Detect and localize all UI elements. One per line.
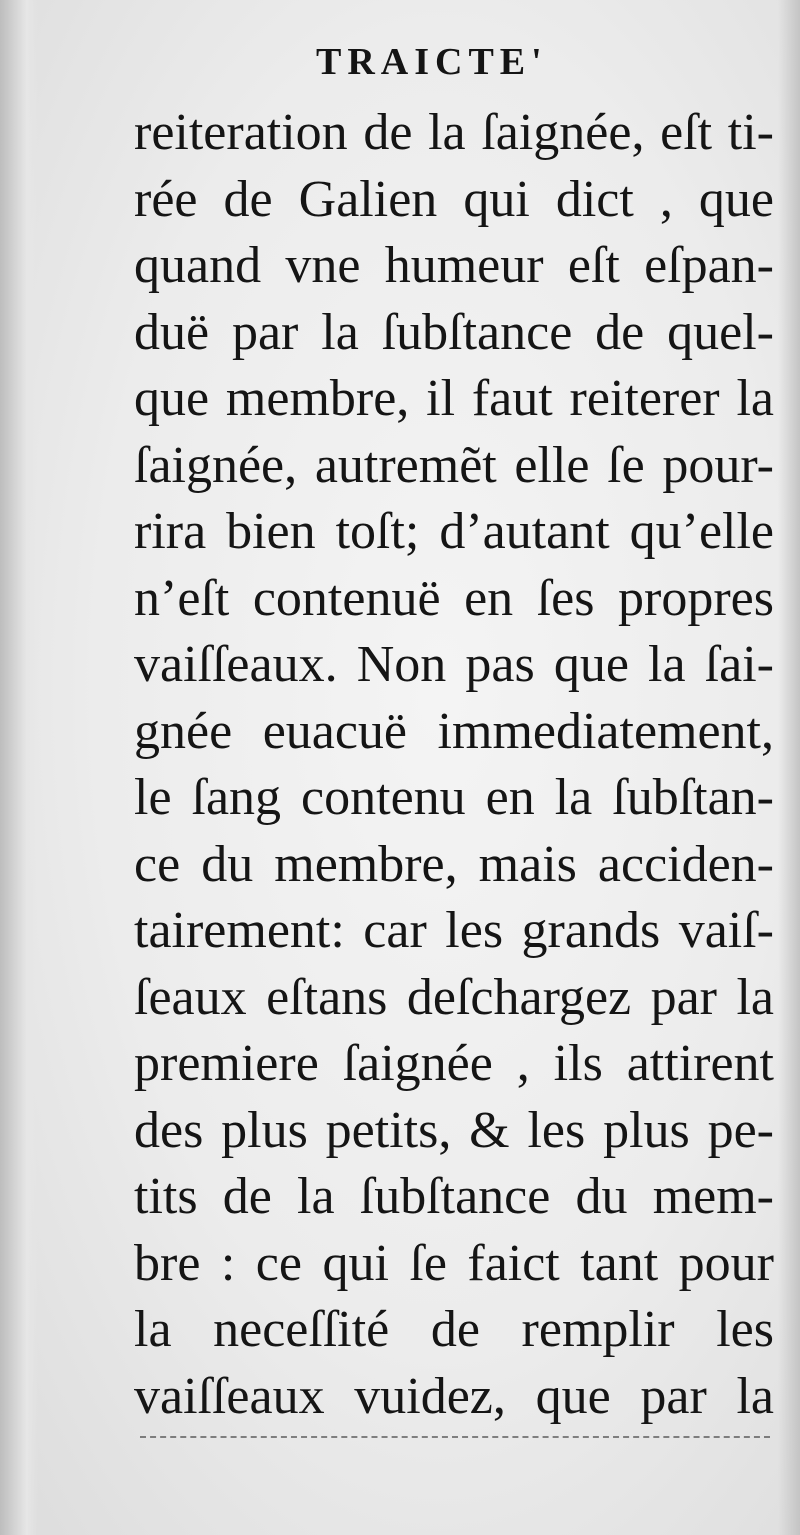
text-line: le ſang contenu en la ſubſtan-: [134, 769, 774, 826]
text-line: tairement: car les grands vaiſ-: [134, 902, 774, 959]
body-text: [134, 100, 774, 1430]
bottom-dashed-rule: [140, 1436, 770, 1438]
text-line: duë par la ſubſtance de quel-: [134, 303, 774, 361]
text-line: des plus petits, & les plus pe-: [134, 1101, 774, 1159]
text-line: bre : ce qui ſe faict tant pour: [134, 1234, 774, 1292]
text-line: ſeaux eſtans deſchargez par la: [134, 968, 774, 1026]
page-gutter-shadow: [0, 0, 38, 1535]
running-head: TRAICTE': [316, 41, 548, 83]
text-line: ce du membre, mais acciden-: [134, 835, 774, 893]
text-line: quand vne humeur eſt eſpan-: [134, 237, 774, 294]
page-edge-shadow: [778, 0, 800, 1535]
text-line: rira bien toſt; d’autant qu’elle: [134, 503, 774, 560]
text-line: n’eſt contenuë en ſes propres: [134, 569, 774, 627]
text-line: premiere ſaignée , ils attirent: [134, 1035, 774, 1092]
text-line: vaiſſeaux vuidez, que par la: [134, 1367, 774, 1425]
text-line: gnée euacuë immediatement,: [134, 702, 774, 760]
text-line: tits de la ſubſtance du mem-: [134, 1168, 774, 1225]
text-line: reiteration de la ſaignée, eſt ti-: [134, 104, 774, 161]
text-line: ſaignée, autremẽt elle ſe pour-: [134, 436, 774, 494]
text-line: rée de Galien qui dict , que: [134, 170, 774, 228]
text-line: la neceſſité de remplir les: [134, 1301, 774, 1358]
text-line: que membre, il faut reiterer la: [134, 370, 774, 427]
text-line: vaiſſeaux. Non pas que la ſai-: [134, 636, 774, 693]
